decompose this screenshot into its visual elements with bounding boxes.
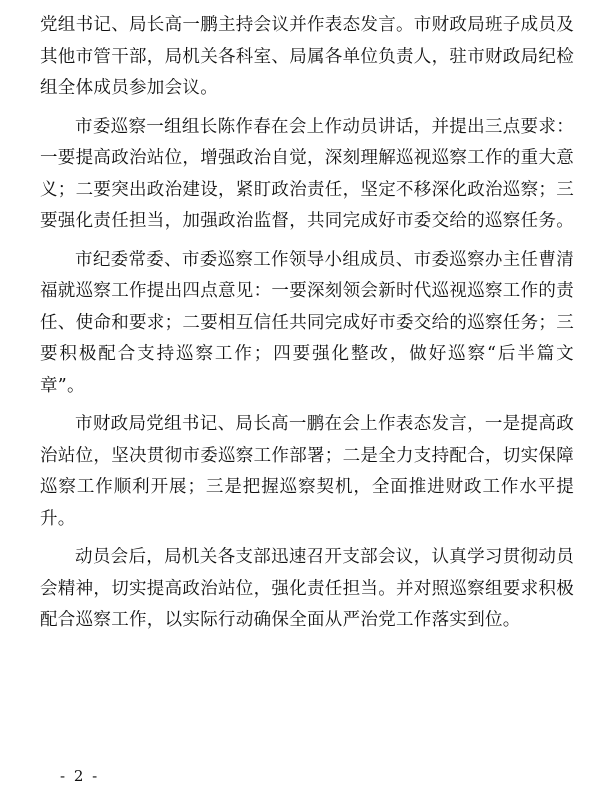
paragraph-1: 党组书记、局长高一鹏主持会议并作表态发言。市财政局班子成员及其他市管干部，局机关各科室、局属各单位负责人，驻市财政局纪检组全体成员参加会议。 [40,15,574,98]
paragraph-2: 市委巡察一组组长陈作春在会上作动员讲话，并提出三点要求：一要提高政治站位，增强政治自觉，深刻理解巡视巡察工作的重大意义；二要突出政治建设，紧盯政治责任，坚定不移深化政治巡察；三要强化责任担当，加强政治监督，共同完成好市委交给的巡察任务。 [40,116,574,231]
paragraph-3: 市纪委常委、市委巡察工作领导小组成员、市委巡察办主任曹清福就巡察工作提出四点意见：一要深刻领会新时代巡视巡察工作的责任、使命和要求；二要相互信任共同完成好市委交给的巡察任务；三要积极配合支持巡察工作；四要强化整改，做好巡察“后半篇文章”。 [40,249,574,396]
paragraph-4: 市财政局党组书记、局长高一鹏在会上作表态发言，一是提高政治站位，坚决贯彻市委巡察工作部署；二是全力支持配合，切实保障巡察工作顺利开展；三是把握巡察契机，全面推进财政工作水平提升。 [40,414,574,529]
paragraph-5: 动员会后，局机关各支部迅速召开支部会议，认真学习贯彻动员会精神，切实提高政治站位，强化责任担当。并对照巡察组要求积极配合巡察工作，以实际行动确保全面从严治党工作落实到位。 [40,547,574,630]
page-number: - 2 - [60,767,100,785]
